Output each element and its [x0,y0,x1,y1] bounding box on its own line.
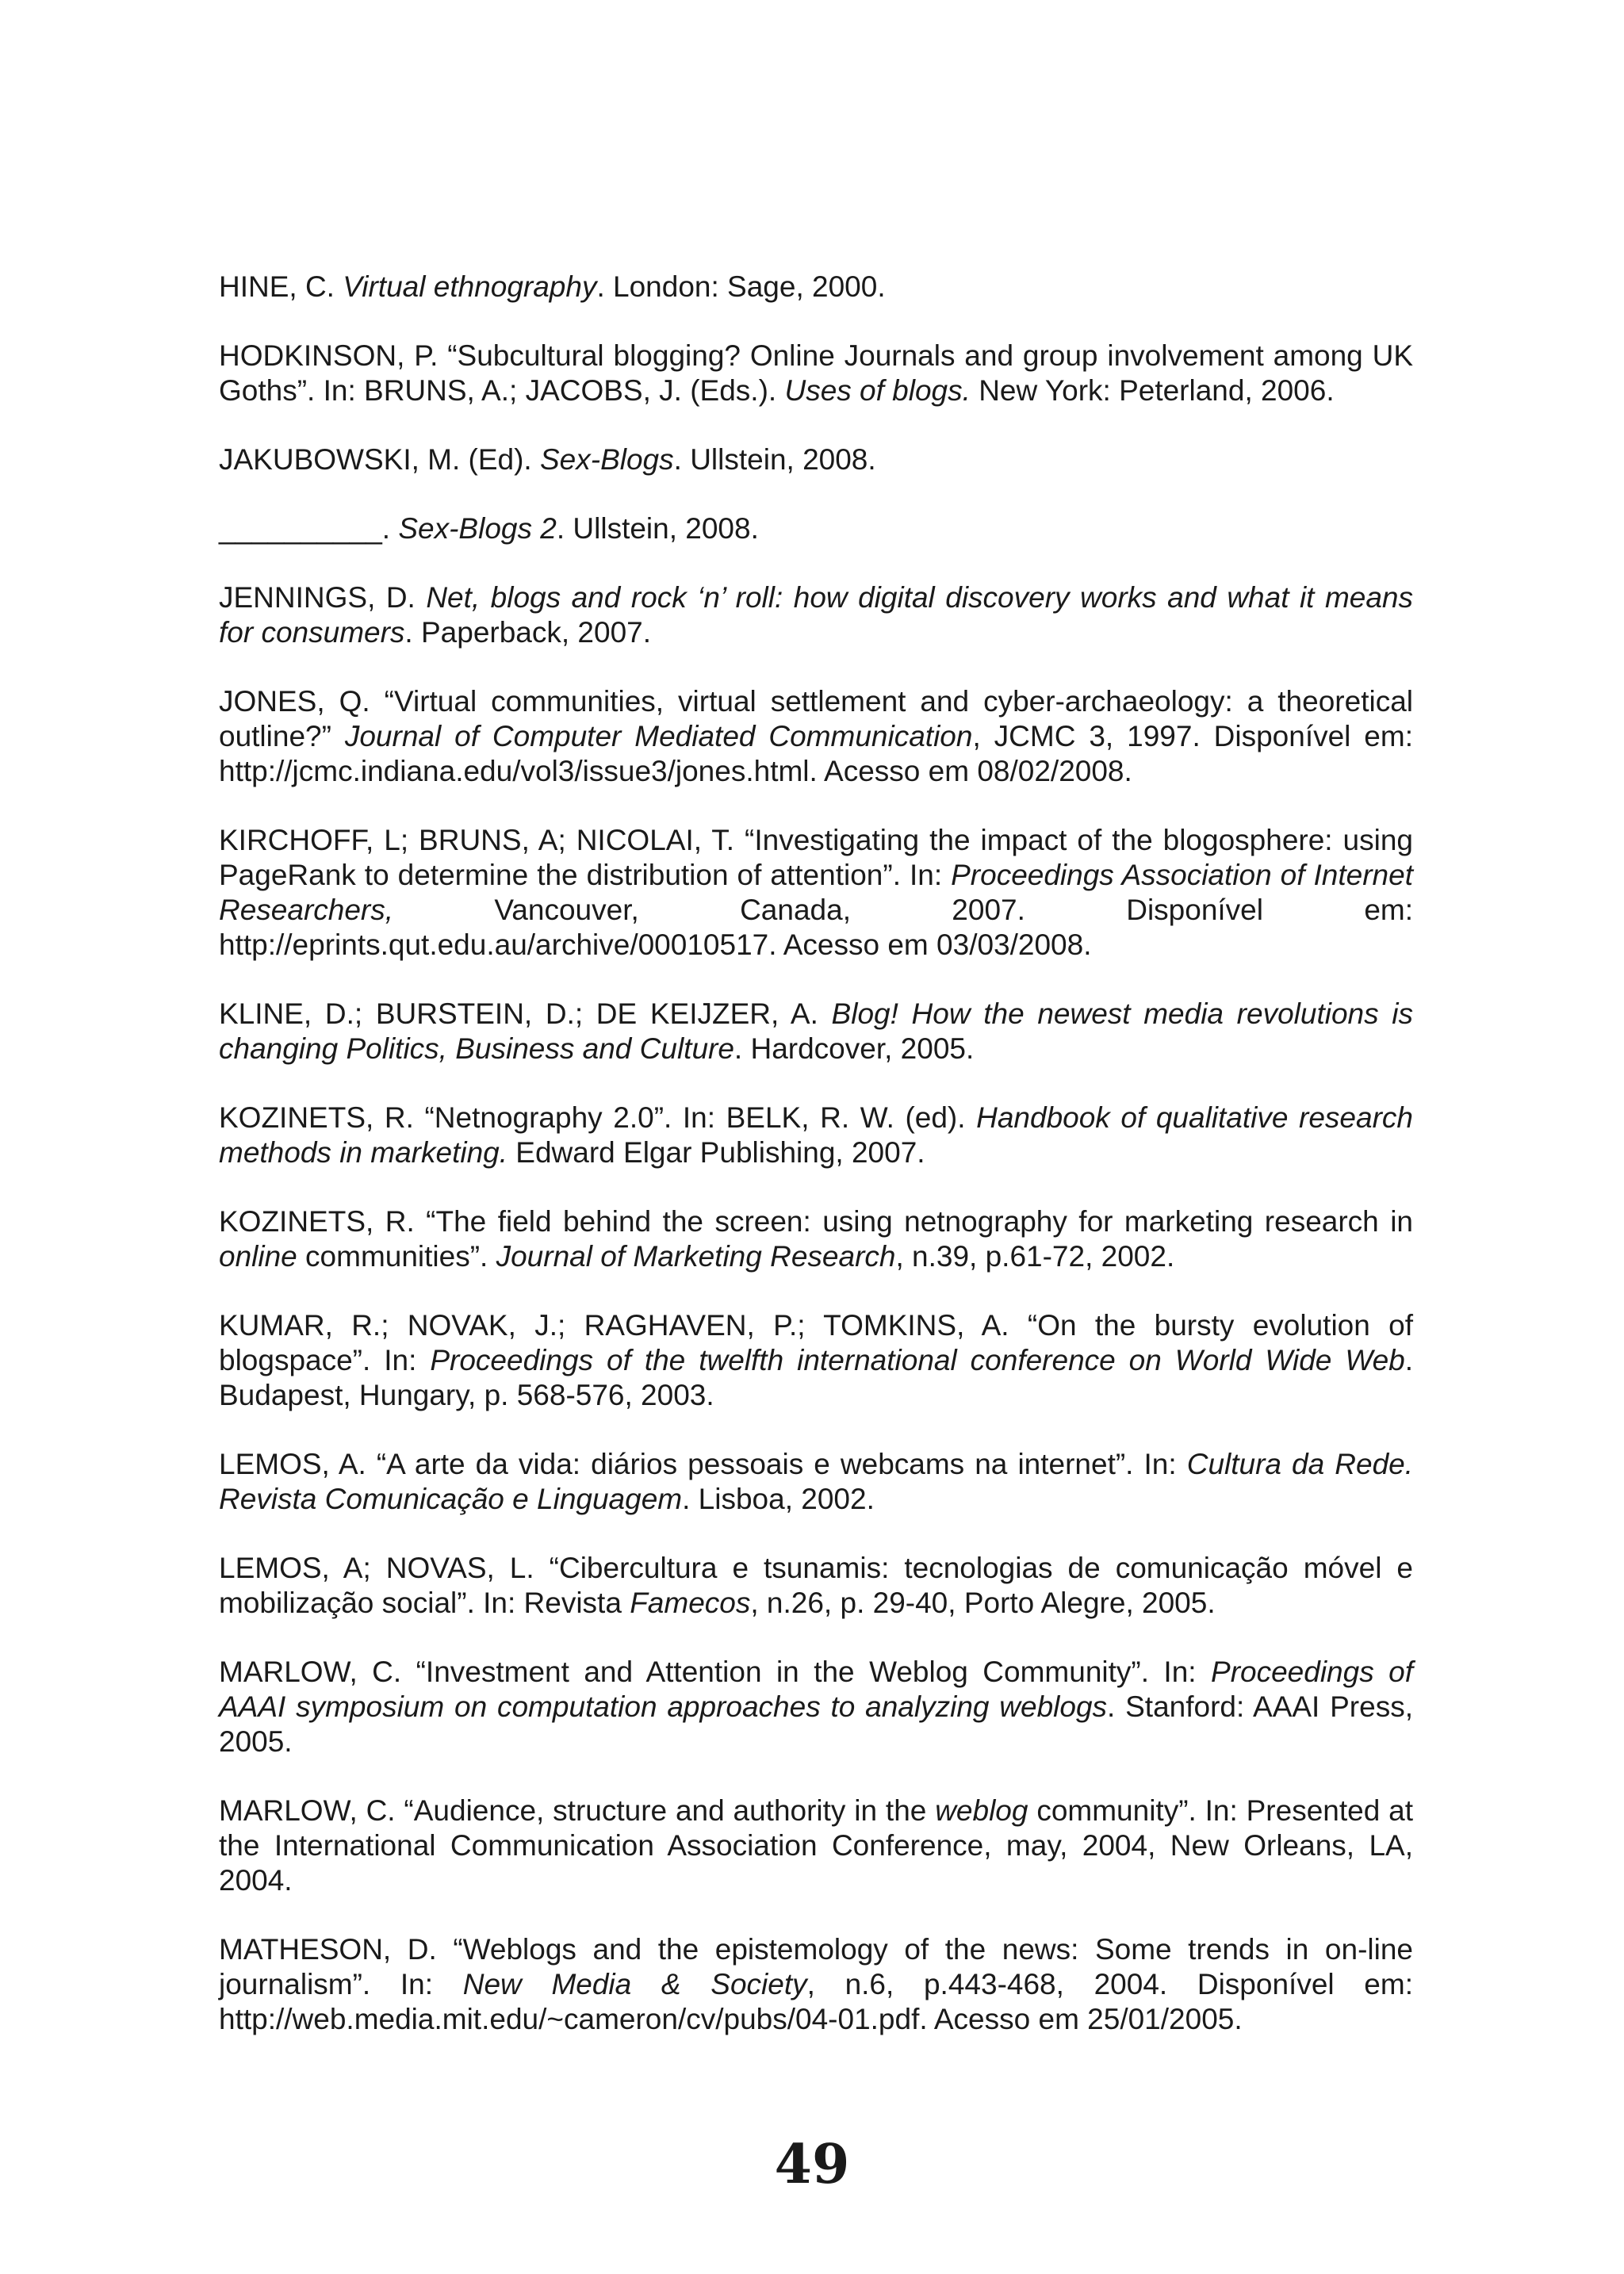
reference-text: MARLOW, C. “Audience, structure and authority in the [219,1794,936,1827]
reference-entry [219,511,1413,546]
reference-text: MARLOW, C. “Investment and Attention in the Weblog Community”. In: [219,1656,1212,1688]
reference-title-italic: Blog! How the newest media revolutions is changing Politics, Business and Culture [219,997,1413,1065]
reference-title-italic: Uses of blogs. [784,374,971,407]
reference-entry [219,684,1413,789]
reference-entry [219,1655,1413,1759]
reference-text: , JCMC 3, 1997. Disponível em: http://jcmc.indiana.edu/vol3/issue3/jones.html. Acesso em 08/02/2008. [219,720,1413,787]
reference-text: JENNINGS, D. [219,581,427,614]
reference-text: New York: Peterland, 2006. [970,374,1335,407]
reference-text: Vancouver, Canada, 2007. Disponível em: http://eprints.qut.edu.au/archive/00010517. Acesso em 03/03/2008. [219,894,1413,961]
reference-title-italic: Journal of Computer Mediated Communication [344,720,973,752]
reference-entry [219,1447,1413,1517]
reference-title-italic: Handbook of qualitative research methods in marketing. [219,1101,1413,1169]
reference-entry [219,1551,1413,1621]
reference-entry [219,442,1413,477]
reference-text: community”. In: Presented at the International Communication Association Conference, may, 2004, New Orleans, LA, 2004. [219,1794,1413,1897]
reference-title-italic: Sex-Blogs [540,443,674,476]
page-number: 49 [774,2133,850,2196]
reference-entry [219,270,1413,304]
reference-text: KLINE, D.; BURSTEIN, D.; DE KEIJZER, A. [219,997,832,1030]
reference-entry [219,339,1413,408]
reference-text: , n.26, p. 29-40, Porto Alegre, 2005. [750,1587,1216,1619]
reference-text: KUMAR, R.; NOVAK, J.; RAGHAVEN, P.; TOMKINS, A. “On the bursty evolution of blogspace”. In: [219,1309,1413,1376]
reference-title-italic: New Media & Society [462,1968,807,2000]
reference-title-italic: Virtual ethnography [343,270,597,303]
reference-text: , n.6, p.443-468, 2004. Disponível em: http://web.media.mit.edu/~cameron/cv/pubs/04-01.pdf. Acesso em 25/01/2005. [219,1968,1413,2035]
reference-text: MATHESON, D. “Weblogs and the epistemology of the news: Some trends in on-line journalism”. In: [219,1933,1413,2000]
reference-title-italic: Famecos [630,1587,751,1619]
reference-title-italic: Sex-Blogs 2 [398,512,557,545]
reference-text: . Ullstein, 2008. [673,443,876,476]
reference-text: . Budapest, Hungary, p. 568-576, 2003. [219,1344,1414,1411]
reference-entry [219,1794,1413,1898]
reference-text: __________. [219,512,399,545]
reference-text: . Hardcover, 2005. [733,1032,975,1065]
reference-text: KOZINETS, R. “The field behind the screen: using netnography for marketing research in [219,1205,1413,1238]
reference-title-italic: Cultura da Rede. Revista Comunicação e Linguagem [219,1448,1413,1515]
reference-entry [219,1932,1413,2037]
reference-text: KOZINETS, R. “Netnography 2.0”. In: BELK, R. W. (ed). [219,1101,977,1134]
reference-text: KIRCHOFF, L; BRUNS, A; NICOLAI, T. “Investigating the impact of the blogosphere: using PageRank to determine the distribution of attention”. In: [219,824,1413,891]
reference-title-italic: Proceedings Association of Internet Researchers, [219,859,1413,926]
reference-text: . Ullstein, 2008. [556,512,759,545]
reference-entry [219,1204,1413,1274]
reference-title-italic: Proceedings of AAAI symposium on computation approaches to analyzing weblogs [219,1656,1413,1723]
reference-text: communities”. [297,1240,496,1273]
reference-title-italic: online [219,1240,297,1273]
reference-text: HODKINSON, P. “Subcultural blogging? Online Journals and group involvement among UK Goths”. In: BRUNS, A.; JACOBS, J. (Eds.). [219,339,1413,407]
reference-entry [219,997,1413,1066]
reference-title-italic: weblog [935,1794,1028,1827]
reference-text: JAKUBOWSKI, M. (Ed). [219,443,540,476]
reference-text: JONES, Q. “Virtual communities, virtual settlement and cyber-archaeology: a theoretical outline?” [219,685,1413,752]
reference-entry [219,1308,1413,1413]
reference-entry [219,580,1413,650]
reference-text: . London: Sage, 2000. [596,270,886,303]
reference-text: Edward Elgar Publishing, 2007. [508,1136,925,1169]
reference-list [219,270,1413,2071]
reference-entry [219,823,1413,963]
reference-text: HINE, C. [219,270,343,303]
reference-title-italic: Proceedings of the twelfth international conference on World Wide Web [430,1344,1405,1376]
reference-text: . Paperback, 2007. [404,616,652,649]
reference-text: , n.39, p.61-72, 2002. [895,1240,1175,1273]
reference-text: . Lisboa, 2002. [682,1483,875,1515]
reference-text: LEMOS, A; NOVAS, L. “Cibercultura e tsunamis: tecnologias de comunicação móvel e mobilização social”. In: Revista [219,1552,1413,1619]
reference-title-italic: Net, blogs and rock ‘n’ roll: how digital discovery works and what it means for consumers [219,581,1414,649]
reference-entry [219,1101,1413,1170]
reference-text: LEMOS, A. “A arte da vida: diários pessoais e webcams na internet”. In: [219,1448,1187,1480]
reference-title-italic: Journal of Marketing Research [496,1240,896,1273]
reference-text: . Stanford: AAAI Press, 2005. [219,1690,1413,1758]
